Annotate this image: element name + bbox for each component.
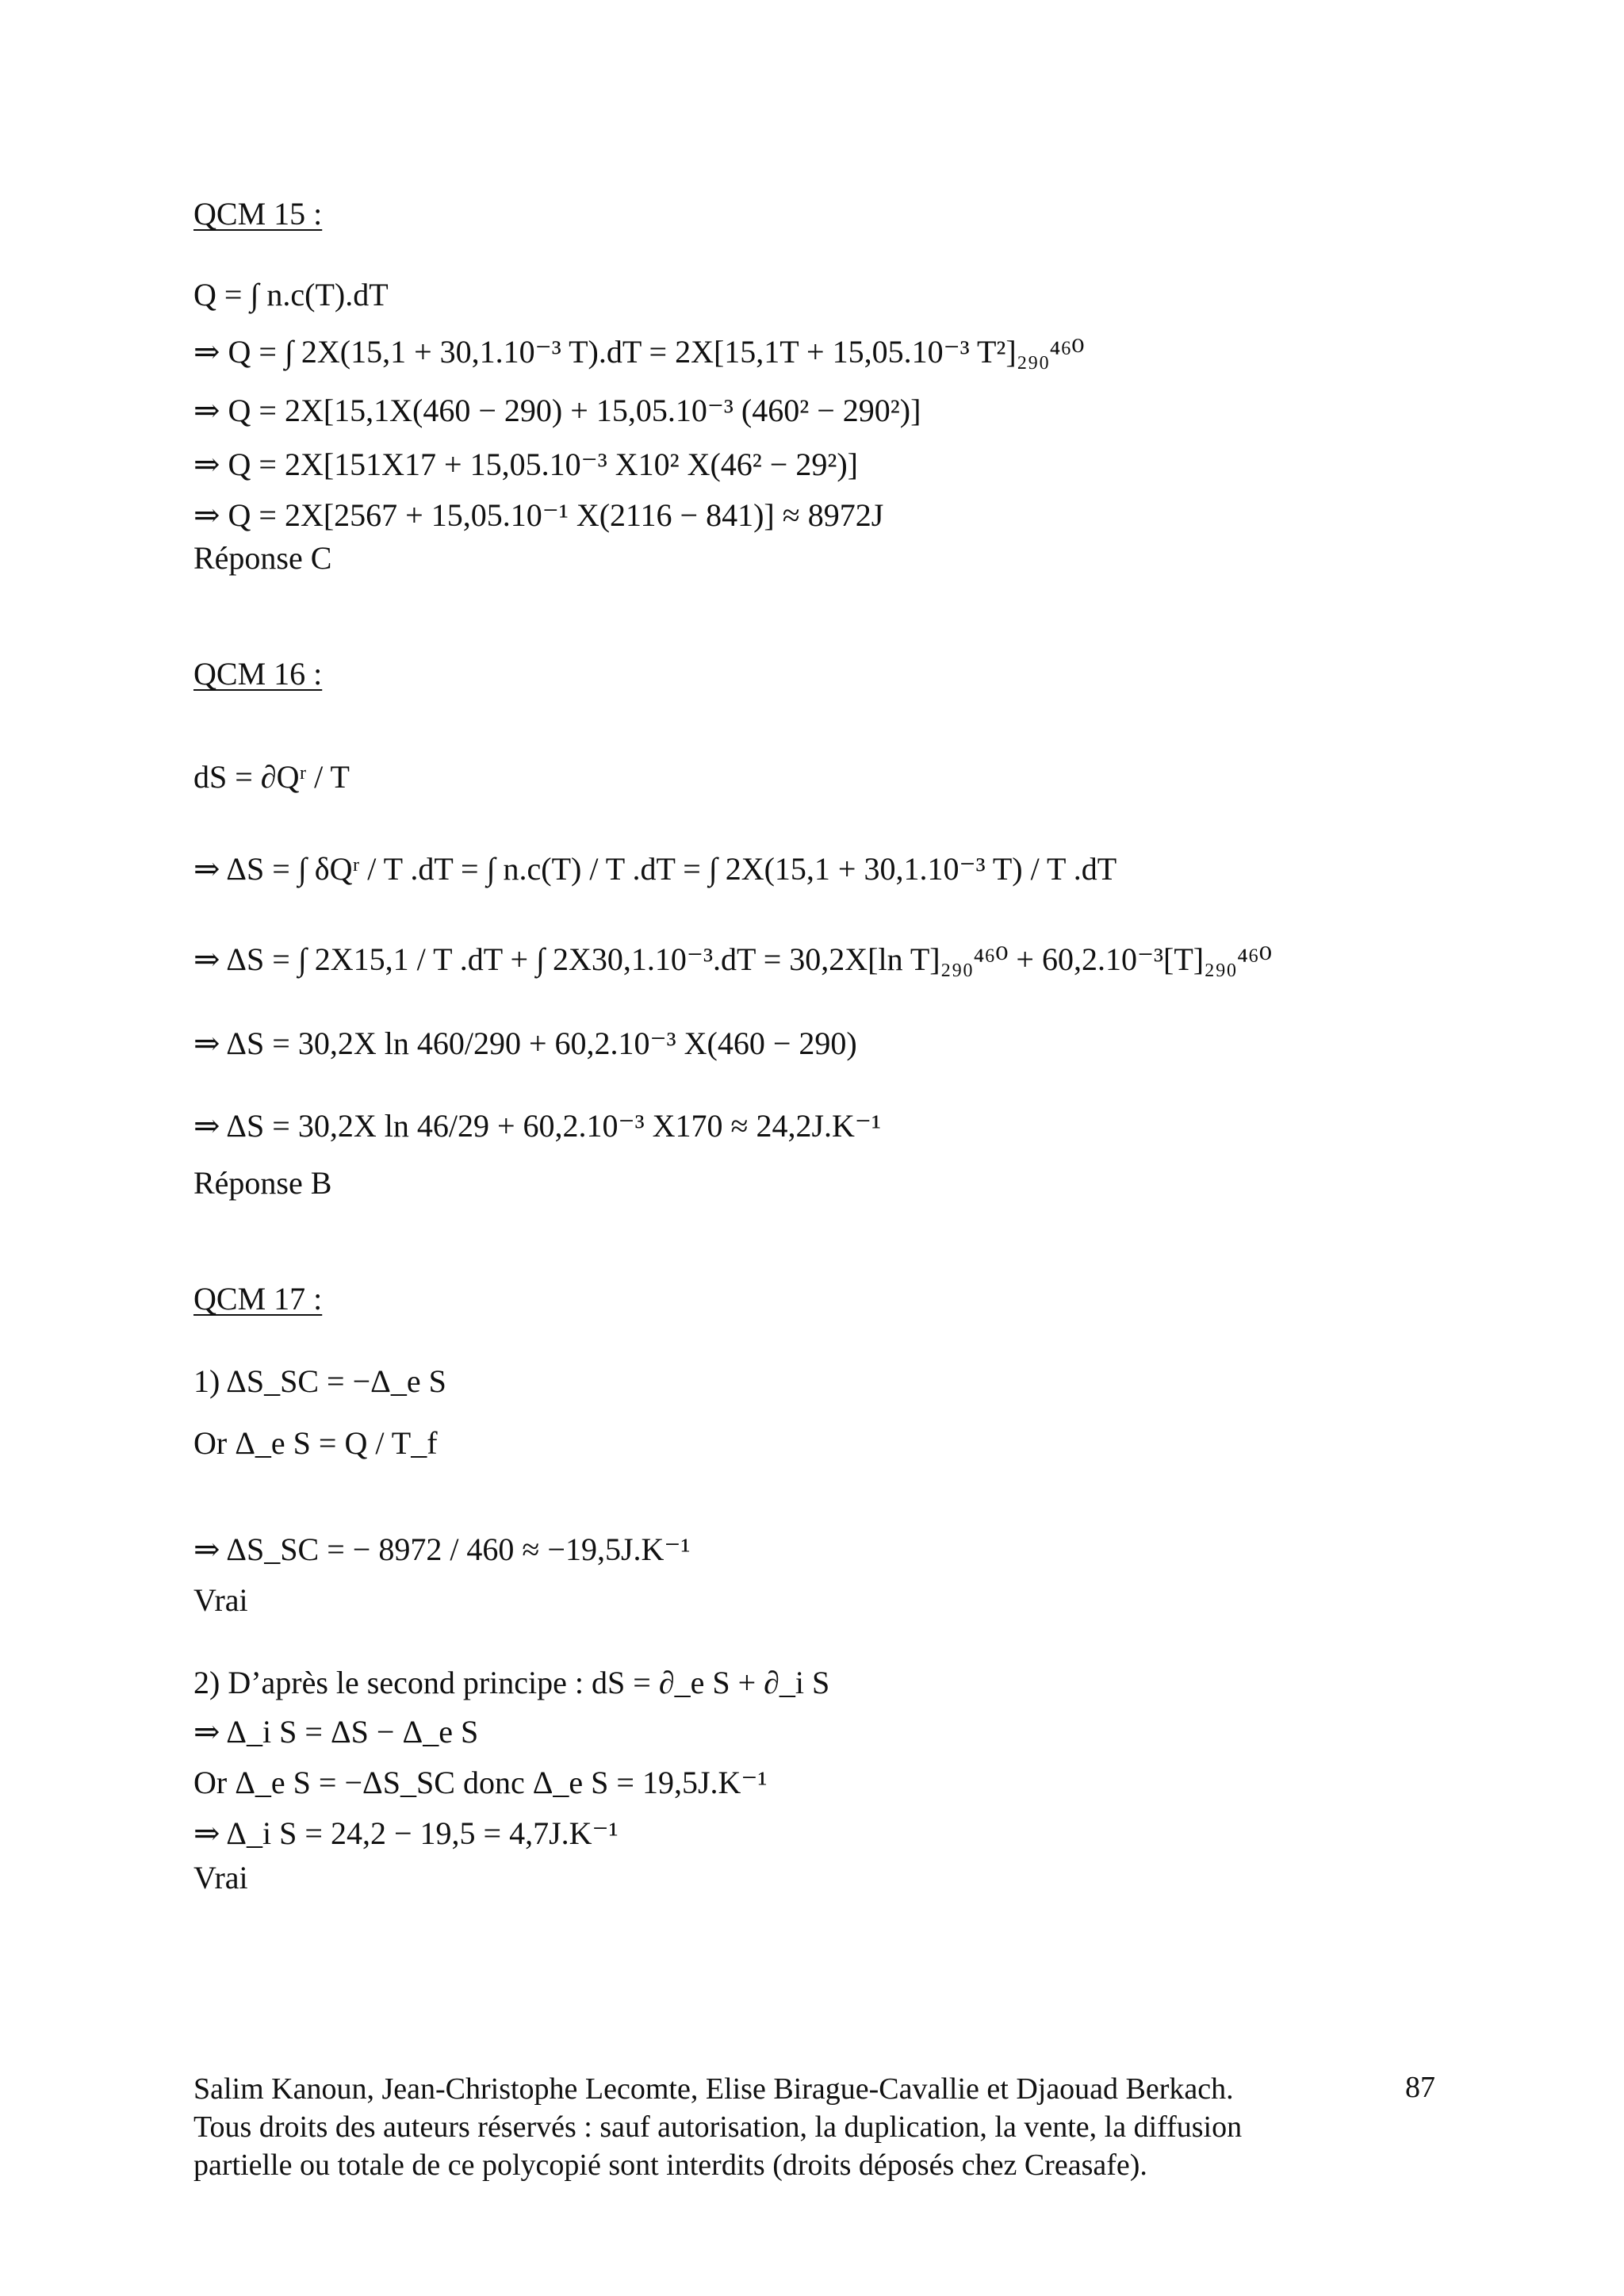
qcm15-answer: Réponse C bbox=[193, 540, 332, 576]
qcm16-equation-2: ⇒ ΔS = ∫ δQʳ / T .dT = ∫ n.c(T) / T .dT = ∫ 2X(15,1 + 30,1.10⁻³ T) / T .dT bbox=[193, 851, 1117, 887]
footer-authors: Salim Kanoun, Jean-Christophe Lecomte, Elise Birague-Cavallie et Djaouad Berkach. bbox=[193, 2072, 1234, 2106]
qcm17-part2-line-4: ⇒ Δ_i S = 24,2 − 19,5 = 4,7J.K⁻¹ bbox=[193, 1815, 619, 1851]
qcm17-part2-line-3: Or Δ_e S = −ΔS_SC donc Δ_e S = 19,5J.K⁻¹ bbox=[193, 1765, 768, 1800]
qcm16-equation-5: ⇒ ΔS = 30,2X ln 46/29 + 60,2.10⁻³ X170 ≈ 24,2J.K⁻¹ bbox=[193, 1108, 882, 1144]
page-number: 87 bbox=[1405, 2071, 1435, 2104]
qcm15-equation-2: ⇒ Q = ∫ 2X(15,1 + 30,1.10⁻³ T).dT = 2X[15,1T + 15,05.10⁻³ T²]₂₉₀⁴⁶⁰ bbox=[193, 334, 1085, 370]
qcm17-part1-answer: Vrai bbox=[193, 1582, 248, 1618]
qcm16-equation-4: ⇒ ΔS = 30,2X ln 460/290 + 60,2.10⁻³ X(460 − 290) bbox=[193, 1025, 857, 1061]
qcm16-heading: QCM 16 : bbox=[193, 656, 323, 692]
qcm16-answer: Réponse B bbox=[193, 1165, 332, 1201]
qcm17-part2-line-1: 2) D’après le second principe : dS = ∂_e S + ∂_i S bbox=[193, 1665, 830, 1700]
qcm17-part2-answer: Vrai bbox=[193, 1860, 248, 1895]
qcm15-equation-1: Q = ∫ n.c(T).dT bbox=[193, 277, 389, 312]
qcm15-heading: QCM 15 : bbox=[193, 196, 323, 232]
qcm17-part1-line-1: 1) ΔS_SC = −Δ_e S bbox=[193, 1363, 446, 1399]
qcm17-part1-line-2: Or Δ_e S = Q / T_f bbox=[193, 1425, 438, 1461]
qcm16-equation-3: ⇒ ΔS = ∫ 2X15,1 / T .dT + ∫ 2X30,1.10⁻³.dT = 30,2X[ln T]₂₉₀⁴⁶⁰ + 60,2.10⁻³[T]₂₉₀⁴⁶⁰ bbox=[193, 941, 1272, 977]
qcm17-heading: QCM 17 : bbox=[193, 1281, 323, 1317]
qcm17-part1-line-3: ⇒ ΔS_SC = − 8972 / 460 ≈ −19,5J.K⁻¹ bbox=[193, 1531, 691, 1567]
qcm15-equation-3: ⇒ Q = 2X[15,1X(460 − 290) + 15,05.10⁻³ (460² − 290²)] bbox=[193, 393, 921, 428]
qcm15-equation-4: ⇒ Q = 2X[151X17 + 15,05.10⁻³ X10² X(46² − 29²)] bbox=[193, 447, 858, 482]
footer-rights-line-2: partielle ou totale de ce polycopié sont interdits (droits déposés chez Creasafe). bbox=[193, 2148, 1147, 2182]
qcm15-equation-5: ⇒ Q = 2X[2567 + 15,05.10⁻¹ X(2116 − 841)] ≈ 8972J bbox=[193, 497, 884, 533]
qcm17-part2-line-2: ⇒ Δ_i S = ΔS − Δ_e S bbox=[193, 1714, 479, 1750]
qcm16-equation-1: dS = ∂Qʳ / T bbox=[193, 759, 350, 795]
footer-rights-line-1: Tous droits des auteurs réservés : sauf autorisation, la duplication, la vente, la diffusion bbox=[193, 2110, 1243, 2144]
